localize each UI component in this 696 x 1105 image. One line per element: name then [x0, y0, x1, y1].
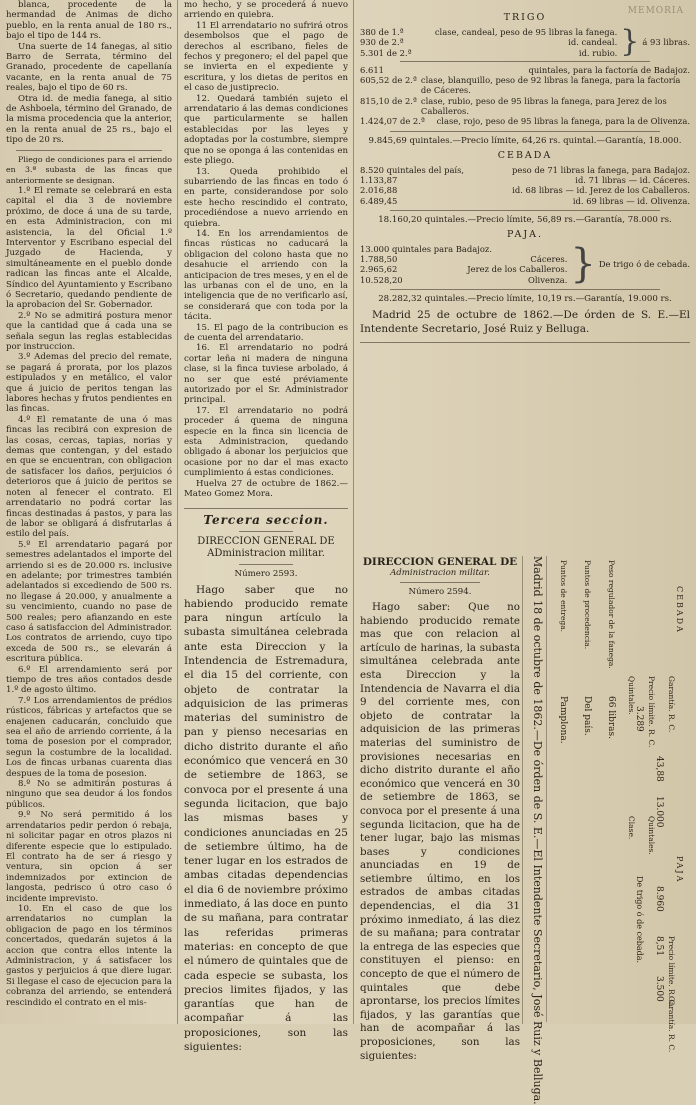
table-cell: De trigo ó de cebada. [635, 876, 644, 964]
table-row: 10.528,20 Olivenza. [360, 274, 568, 285]
paragraph: Una suerte de 14 fanegas, al sitio Barro de Serrata, término del Granado, procedente de capellanía vacante, en la renta anual de 75 reales, bajo el tipo de 60 rs. [6, 41, 172, 94]
direction-title: DIRECCION GENERAL DE [362, 556, 518, 568]
condition-3: 3.º Ademas del precio del remate, se pagará á prorata, por los plazos estipulados y en metálico, el valor que á juicio de peritos tengan las labores hechas y frutos pendientes en las fincas. [6, 352, 172, 415]
table-cell: 3.500 [654, 976, 664, 1002]
paja-group [360, 241, 690, 288]
divider [239, 564, 293, 565]
table-cell: 43,88 [654, 756, 664, 782]
masthead-text: MEMORIA [627, 6, 684, 16]
table-cell: 3.289 [634, 706, 644, 732]
section-title: Tercera seccion. [203, 512, 329, 527]
column-left [0, 0, 176, 1024]
table-group-label: CEBADA [675, 586, 684, 634]
notice-body: Hago saber: Que no habiendo producido remate mas que con relacion al artículo de harinas, la subasta simultánea celebrada ante esta Direccion y la Intendencia de Navarra el dia 9 del corriente mes, con objeto de contratar la adquisicion de las primeras materias del suministro de provisiones necesarias en dicho distrito durante el año económico que vencerá en 30 de setiembre de 1863, se convoca por el presente á una segunda licitacion, que ha de tener lugar, bajo las mismas bases y condiciones anunciadas en 19 de setiembre último, en los estrados de ambas citadas dependencias, el dia 31 próximo inmediato, á las diez de su mañana; para contratar la entrega de las especies que constituyen el pienso: en concepto de que el número de quintales que debe aprontarse, los precios límites fijados, y las garantías que han de acompañar á las proposiciones, son las siguientes: [360, 601, 520, 1062]
table-cell: 66 libras. [606, 696, 616, 739]
table-header: Precio límite. R. C. [667, 936, 676, 1008]
notice-number: Número 2594. [408, 587, 472, 597]
divider [360, 342, 690, 343]
table-cell: 13.000 [654, 796, 664, 828]
table-rule [546, 556, 547, 1022]
paragraph: blanca, procedente de la hermandad de Animas de dicho pueblo, en la renta anual de 180 rs., bajo el tipo de 144 rs. [6, 0, 172, 42]
table-row: 2.965,62 Jerez de los Caballeros. [360, 264, 568, 275]
condition-9: 9.º No será permitido á los arrendatarios pedir perdon ó rebaja, ni solicitar pagar en otros plazos ni diferente especie que lo estipulado. El contrato ha de ser á riesgo y ventura, sin opcion á ser indemnizados por extincion de langosta, pedrisco ú otro caso ó incidente imprevisto. [6, 810, 172, 904]
table-group-label: PAJA [675, 856, 684, 884]
table-row: 930 de 2.ª id. candeal. [360, 37, 618, 48]
table-header: Peso regulador de la fanega. [607, 560, 616, 669]
table-row: 5.301 de 2.ª id. rubio. [360, 47, 618, 58]
divider [390, 289, 660, 290]
table-cell: Del país. [582, 696, 592, 736]
paragraph: Otra id. de media fanega, al sitio de Ashboela, término del Granado, de la misma procedencia que la anterior, en la renta anual de 25 rs., bajo el tipo de 20 rs. [6, 93, 172, 146]
condition-14: 14. En los arrendamientos de fincas rústicas no caducará la obligacion del colono hasta que no desahucie el arriendo con la anticipacion de tres meses, y en el de las urbanas con el de uno, en la inteligencia que de no verificarlo así, se considerará que con toda por la tácita. [184, 228, 348, 323]
brace-icon: } [620, 24, 640, 60]
condition-12: 12. Quedará también sujeto el arrendatario á las demas condiciones que particularmente se hallen establecidas por las leyes y adoptadas por la costumbre, siempre que no se oponga á las contenidas en este pliego. [184, 93, 348, 167]
brace-icon: } [570, 241, 596, 288]
condition-11: 11 El arrendatario no sufrirá otros desembolsos que el pago de derechos al escribano, fieles de fechos y pregonero; el del papel que se invierta en el expediente y escritura, y los dietas de peritos en el caso de justiprecio. [184, 20, 348, 94]
table-cell: Pamplona. [558, 696, 568, 744]
condition-10: 10. En el caso de que los arrendatarios no cumplan la obligacion de pago en los términos concertados, quedarán sujetos á la accion que contra ellos intente la Administracion, y á satisfacer los gastos y perjuicios á que diere lugar. Si llegase el caso de ejecucion para la cobranza del arriendo, se entenderá rescindido el contrato en el mis- [6, 903, 172, 1008]
brace-label: á 93 libras. [642, 37, 690, 48]
table-header: Puntos de procedencia. [583, 560, 592, 650]
condition-1: 1.º El remate se celebrará en esta capital el dia 3 de noviembre próximo, de doce á una de su tarde, en esta Administracion, con mi asistencia, la del Oficial 1.º Interventor y Escribano especial del Juzgado de Hacienda, y simultáneamente en el pueblo donde radican las fincas ante el Alcalde, Síndico del Ayuntamiento y Escribano ó Secretario, quedando pendiente de la aprobacion del Sr. Gobernador. [6, 185, 172, 311]
condition-5: 5.º El arrendatario pagará por semestres adelantados el importe del arriendo si es de 20.000 rs. inclusive en adelante; por trimestres también adelantados si excediendo de 500 rs. no llegase á 20.000, y anualmente a su vencimiento, cuando no pase de 500 reales; pero afianzando en este caso á satisfaccion del Administrador. Los contratos de arriendo, cuyo tipo exceda de 500 rs., se elevarán á escritura pública. [6, 539, 172, 665]
condition-7: 7.º Los arrendamientos de prédios rústicos, fábricas y artefactos que se enajenen caducarán, concluido que sea el año de arriendo corriente, á la toma de posesion por el comprador, segun la costumbre de la localidad. Los de fincas urbanas cuarenta dias despues de la toma de posesion. [6, 695, 172, 779]
notice-body: Hago saber que no habiendo producido remate para ningun artículo la subasta simultánea celebrada ante esta Direccion y la Intendencia de Estremadura, el dia 15 del corriente, con objeto de contratar la adquisicion de las primeras materias del suministro de pan y pienso necesarias en dicho distrito durante el año económico que vencerá en 30 de setiembre de 1863, se convoca por el presente á una segunda licitacion, que bajo las mismas bases y condiciones anunciadas en 25 de setiembre último, ha de tener lugar en los estrados de ambas citadas dependencias el dia 6 de noviembre próximo inmediato, á las doce en punto de su mañana, para contratar las referidas primeras materias: en concepto de que el número de quintales que de cada especie se subasta, los precios limites fijados, y las garantías que han de acompañar á las proposiciones, son las siguientes: [184, 583, 348, 1053]
column-right [354, 0, 696, 1105]
notice-2594 [360, 556, 520, 1063]
table-header: Clase. [627, 816, 636, 840]
notice-number: Número 2593. [234, 568, 298, 579]
table-row: 2.016,88 id. 68 libras — id. Jerez de los Caballeros. [360, 185, 690, 196]
signature: Huelva 27 de octubre de 1862.—Mateo Gomez Mora. [184, 478, 348, 500]
condition-8: 8.º No se admitirán posturas á ninguno que sea deudor á los fondos públicos. [6, 779, 172, 810]
table-header: Garantía. R. C. [667, 676, 676, 733]
dateline: Madrid 25 de octubre de 1862.—De órden de S. E.—El Intendente Secretario, José Ruiz y Belluga. [360, 309, 690, 336]
table-row: 8.520 quintales del país, peso de 71 libras la fanega, para Badajoz. [360, 164, 690, 175]
trigo-summary: 9.845,69 quintales.—Precio límite, 64,26 rs. quintal.—Garantía, 18.000. [368, 135, 682, 146]
table-header: Quintales. [627, 676, 636, 715]
condition-15: 15. El pago de la contribucion es de cuenta del arrendatario. [184, 322, 348, 343]
divider [400, 582, 480, 583]
condition-6: 6.º El arrendamiento será por tiempo de tres años contados desde 1.º de agosto último. [6, 664, 172, 696]
paja-summary: 28.282,32 quintales.—Precio límite, 10,19 rs.—Garantía, 19.000 rs. [378, 294, 672, 305]
divider [390, 131, 660, 132]
table-row: 380 de 1.ª clase, candeal, peso de 95 libras la fanega. [360, 27, 618, 37]
condition-17: 17. El arrendatario no podrá proceder á quema de ninguna especie en la finca sin licencia de esta Administracion, quedando obligado á abonar los perjuicios que ocasione por no dar el mas exacto cumplimiento á estas condiciones. [184, 405, 348, 479]
table-row: 6.489,45 id. 69 libras — id. Olivenza. [360, 195, 690, 206]
divider [16, 150, 162, 151]
pliego-title: Pliego de condiciones para el arriendo en 3.ª subasta de las fincas que anteriormente se designan. [6, 154, 172, 185]
table-cell: 8,51 [654, 936, 664, 957]
rotated-table [524, 556, 690, 1105]
direction-subtitle: Administracion militar. [390, 568, 490, 578]
brace-label: De trigo ó de cebada. [598, 259, 690, 270]
divider [239, 531, 293, 532]
table-header: Puntos de entrega. [559, 560, 568, 633]
column-rule [177, 0, 178, 1024]
table-row: 13.000 quintales para Badajoz. [360, 243, 492, 254]
table-row: 1.133,87 id. 71 libras — id. Cáceres. [360, 174, 690, 185]
divider [184, 508, 348, 509]
divider [390, 210, 660, 211]
table-row: 815,10 de 2.ª clase, rubio, peso de 95 libras la fanega, para Jerez de los Caballeros. [360, 95, 667, 117]
divider [400, 61, 650, 62]
column-middle [180, 0, 352, 1053]
vertical-signature: Madrid 18 de octubre de 1862.—De órden de S. E.—El Intendente Secretario, José Ruiz y Belluga. [531, 556, 544, 1105]
table-row: 605,52 de 2.ª clase, blanquillo, peso de 92 libras la fanega, para la factoría de Cáceres. [360, 75, 681, 96]
condition-13: 13. Queda prohibido el subarriendo de las fincas en todo ó en parte, considerandose por solo este hecho rescindido el contrato, procediéndose a nuevo arriendo en quiebra. [184, 166, 348, 229]
direction-title: DIRECCION GENERAL DE ADministracion militar. [197, 535, 335, 559]
table-row: 6.611 quintales, para la factoría de Badajoz. [360, 64, 690, 75]
table-row: 1.788,50 Cáceres. [360, 254, 568, 265]
condition-16: 16. El arrendatario no podrá cortar leña ni madera de ninguna clase, si la finca tuviese arbolado, á no ser que esté préviamente autorizado por el Sr. Administrador principal. [184, 343, 348, 406]
table-row: 1.424,07 de 2.ª clase, rojo, peso de 95 libras la fanega, para la de Olivenza. [360, 116, 690, 127]
paragraph: mo hecho, y se procederá á nuevo arriendo en quiebra. [184, 0, 348, 21]
table-header: Quintales. [647, 816, 656, 855]
trigo-title: TRIGO [503, 12, 547, 23]
condition-2: 2.º No se admitirá postura menor que la cantidad que á cada una se señala segun las reglas establecidas por instruccion. [6, 310, 172, 352]
table-cell: 8.960 [654, 886, 664, 912]
column-rule [522, 556, 523, 1024]
table-header: Precio límite. R. C. [647, 676, 656, 748]
condition-4: 4.º El rematante de una ó mas fincas las recibirá con expresion de las cosas, cercas, tapias, norias y demas que contengan, y del estado en que se encuentran, con obligacion de satisfacer los daños, perjuicios ó deterioros que á juicio de peritos se noten al fenecer el contrato. El arrendatario no podrá cortar las fincas destinadas á pastos, y para las de labor se obligará á disfrutarlas á estilo del país. [6, 414, 172, 540]
trigo-group [360, 24, 690, 60]
table-header: Garantía. R. C. [667, 996, 676, 1053]
paja-title: PAJA. [506, 228, 544, 240]
cebada-summary: 18.160,20 quintales.—Precio límite, 56,89 rs.—Garantía, 78.000 rs. [378, 214, 672, 225]
cebada-title: CEBADA [497, 149, 553, 161]
